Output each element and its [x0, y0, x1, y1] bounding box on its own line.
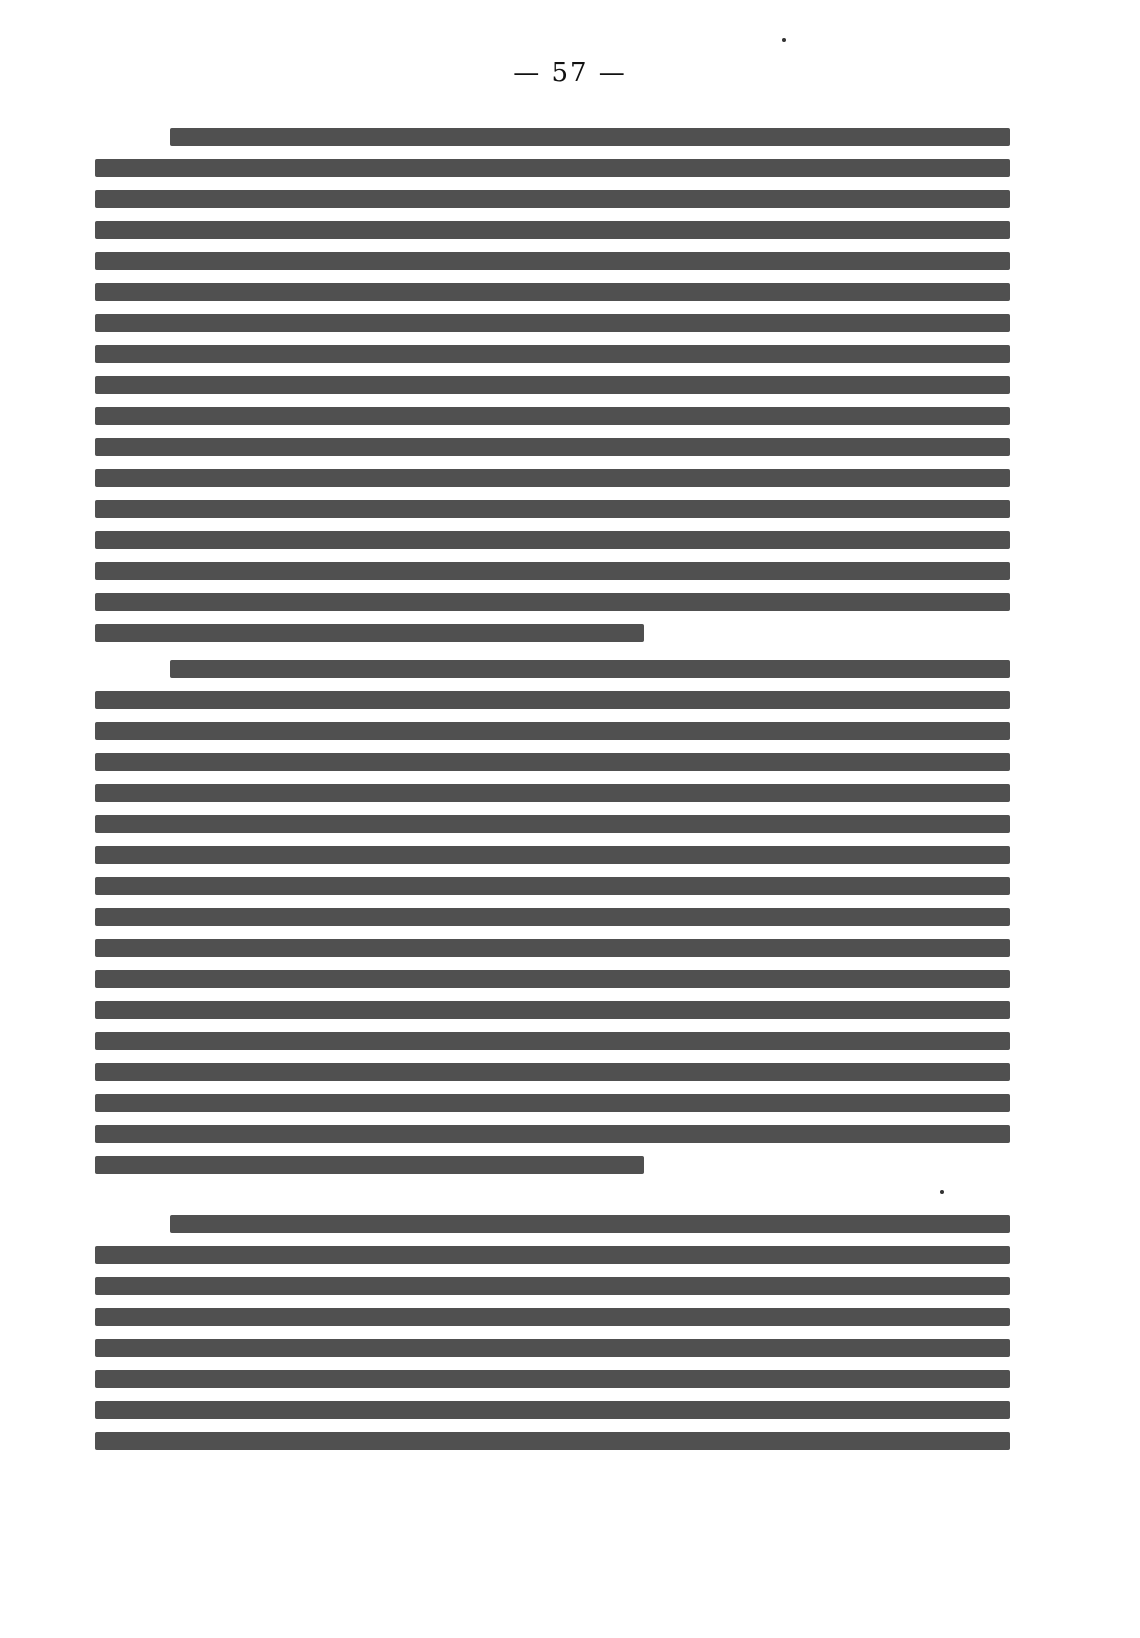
- page-number: — 57 —: [513, 58, 627, 88]
- paragraph-2: [95, 660, 1010, 1187]
- print-speck: [782, 38, 786, 42]
- paragraph-1: [95, 128, 1010, 655]
- print-speck: [940, 1190, 944, 1194]
- paragraph-3: [95, 1215, 1010, 1463]
